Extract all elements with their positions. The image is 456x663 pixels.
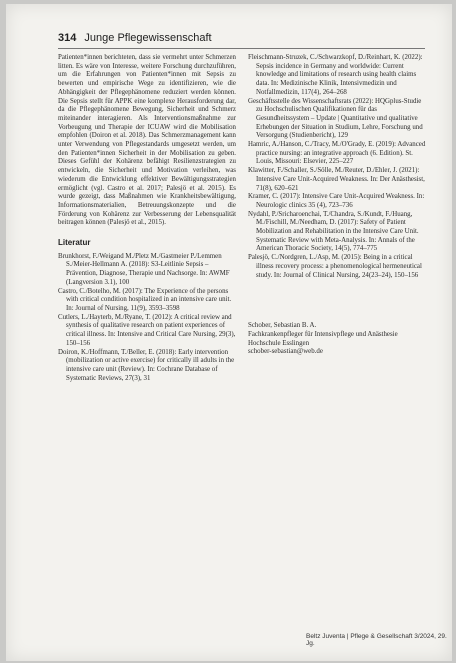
reference-item: Doiron, K./Hoffmann, T./Beller, E. (2018): Early intervention (mobilization or active exercise) for critically ill adults in the intensive care unit (Review). In: Cochrane Database of Systematic Reviews, 27(3), 31 — [58, 348, 235, 382]
reference-item: Hamric, A./Hanson, C./Tracy, M./O'Grady, E. (2019): Advanced practice nursing: an integrative approach (6. Edition). St. Louis, Missouri: Elsevier, 225–227 — [248, 141, 426, 166]
reference-item: Nydahl, P./Sricharoenchai, T./Chandra, S./Kundt, F./Huang, M./Fischill, M./Needham, D. (2017): Safety of Patient Mobilization and Rehabilitation in the Intensive Care Unit. Systematic Review with Meta-Analysis. In: Annals of the American Thoracic Society, 14(5), 774–775 — [248, 210, 419, 253]
reference-item: Castro, C./Botelho, M. (2017): The Experience of the persons with critical condition hospitalized in an intensive care unit. In: Journal of Nursing, 11(9), 3593–3598 — [58, 287, 232, 312]
section-heading-literatur: Literatur — [58, 238, 91, 248]
author-name: Schober, Sebastian B. A. — [248, 322, 317, 330]
body-paragraph: Patienten*innen berichteten, dass sie vermehrt unter Schmerzen litten. Es wäre von Interesse, weitere Forschung durchzuführen, um die Erfahrungen von Patienten*innen mit Sepsis zu bewerten und empirische Wege zu identifizieren, wie die Abhängigkeit der Pflegephänomene reduziert werden können. Die Sepsis stellt für APPK eine komplexe Herausforderung dar, da die Pflegephänomene Bewegung, Sicherheit und Schmerz miteinander interagieren. Als Interventionsmaßnahme zur Vorbeugung und Therapie der ICUAW wird die Mobilisation empfohlen (Doiron et al. 2018). Das Schmerzmanagement kann unter Verwendung von Pflegestandards umgesetzt werden, um den Patienten*innen Sicherheit in der Mobilisation zu geben. Dieses Gefühl der Kohärenz befähigt Resilienzstrategien zu entwickeln, die Sicherheit und Motivation verleihen, was wiederum die Entwicklung effektiver Bewältigungsstrategien ermöglicht (vgl. Castro et al. 2017; Palesjö et al. 2015). Es wurde gezeigt, dass Maßnahmen wie Krankheitsbewältigung, Informationsmaterialien, Betreuungskonzepte und die Förderung von Kohärenz zur Verbesserung der Lebensqualität beitragen können (Palesjö et al., 2015). — [58, 54, 236, 227]
author-email: schober-sebastian@web.de — [248, 348, 323, 356]
reference-list-right — [248, 54, 428, 280]
page-footer: Beltz Juventa | Pflege & Gesellschaft 3/2024, 29. Jg. — [306, 633, 447, 647]
right-column — [248, 54, 428, 357]
reference-item: Geschäftsstelle des Wissenschaftsrats (2022): HQGplus-Studie zu Hochschulischen Qualifikationen für das Gesundheitssystem – Update | Quantitative und qualitative Erhebungen der Situation in Studium, Lehre, Forschung und Versorgung (Studienbericht), 129 — [248, 97, 423, 140]
reference-item: Cutlers, L./Hayterb, M./Ryane, T. (2012): A critical review and synthesis of qualitative research on patient experiences of critical illness. In: Intensive and Critical Care Nursing, 29(3), 150–156 — [58, 313, 236, 347]
page-header — [58, 32, 212, 44]
page-number: 314 — [58, 32, 77, 44]
reference-item: Fleischmann-Struzek, C./Schwarzkopf, D./Reinhart, K. (2022): Sepsis incidence in Germany and worldwide: Current knowledge and limitations of research using health claims data. In: Medizinische Klinik, Intensivmedizin und Notfallmedizin, 117(4), 264–268 — [248, 54, 423, 96]
reference-item: Palesjö, C./Nordgren, L./Asp, M. (2015): Being in a critical illness recovery process: a phenomenological hermeneutical study. In: Journal of Clinical Nursing, 24(23–24), 150–156 — [248, 254, 422, 279]
journal-section-title: Junge Pflegewissenschaft — [84, 32, 212, 44]
header-rule — [58, 48, 425, 49]
reference-item: Brunkhorst, F./Weigand M./Pletz M./Gastmeier P./Lemmen S./Meier-Hellmann A. (2018): S3-Leitlinie Sepsis – Prävention, Diagnose, Therapie und Nachsorge. In: AWMF (Langversion 3.1), 100 — [58, 252, 230, 286]
author-institution: Hochschule Esslingen — [248, 339, 310, 347]
journal-page — [6, 4, 452, 661]
reference-list-left — [58, 253, 236, 384]
reference-item: Kramer, C. (2017): Intensive Care Unit-Acquired Weakness. In: Neurologic clinics 35 (4), 723–736 — [248, 193, 425, 209]
author-info — [248, 322, 428, 357]
left-column — [58, 54, 236, 383]
reference-item: Klawitter, F./Schaller, S./Sölle, M./Reuter, D./Ehler, J. (2021): Intensive Care Unit-Acquired Weakness. In: Der Anästhesist, 71(8), 620–621 — [248, 167, 425, 192]
author-role: Fachkrankenpfleger für Intensivpflege und Anästhesie — [248, 330, 398, 338]
